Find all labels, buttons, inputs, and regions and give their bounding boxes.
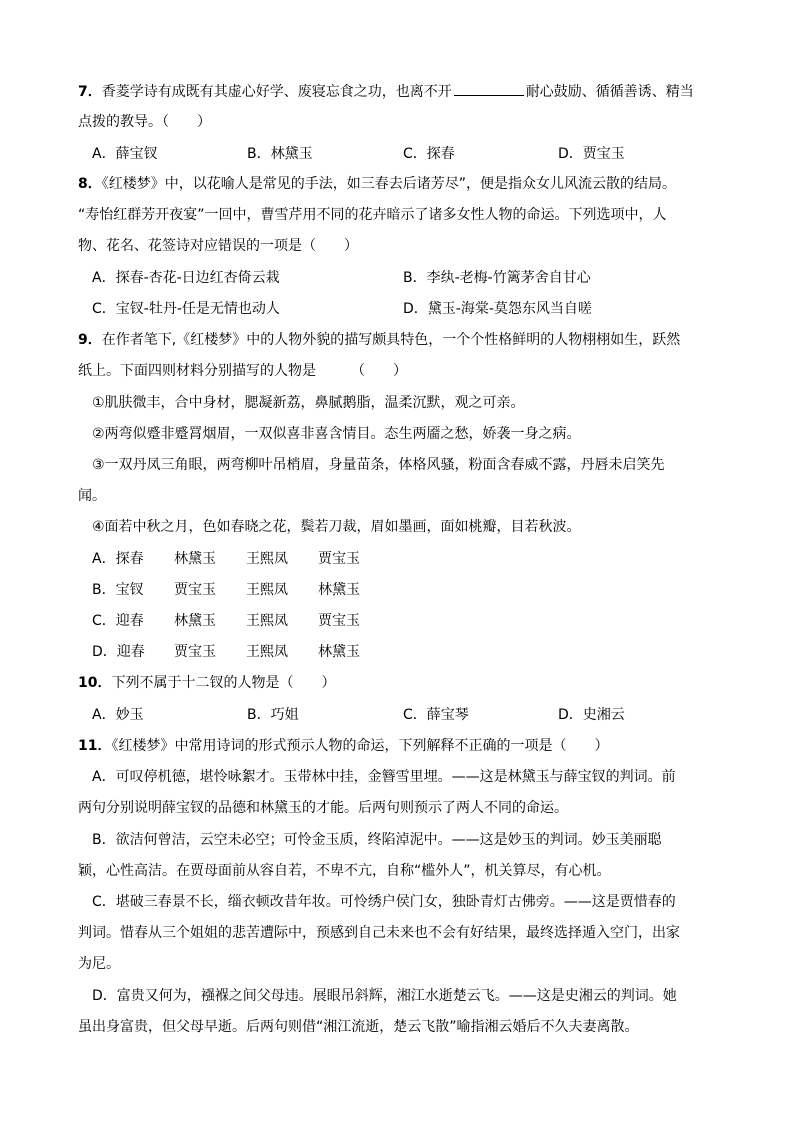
q9-option-c-4: 贾宝玉: [318, 613, 360, 629]
q7-line-1: [78, 81, 694, 101]
q11-option-c-line-2: 判词。惜春从三个姐姐的悲苦遭际中，预感到自己未来也不会有好结果，最终选择遁入空门，出家: [78, 925, 680, 941]
q9-option-b-3: 王熙凤: [246, 582, 288, 598]
q9-option-d-1: D．迎春: [92, 644, 145, 660]
q9-option-c-2: 林黛玉: [174, 613, 216, 629]
q7-option-a: A．薛宝钗: [92, 146, 158, 162]
q9-option-d: [92, 642, 390, 662]
q11-option-c-line-3: 为尼。: [78, 956, 120, 972]
q8-option-a: A．探春-杏花-日边红杏倚云栽: [92, 270, 280, 286]
q8-option-c: C．宝钗-牡丹-任是无情也动人: [92, 301, 280, 317]
q9-material-3-line-1: ③一双丹凤三角眼，两弯柳叶吊梢眉，身量苗条，体格风骚，粉面含春威不露，丹唇未启笑先: [92, 457, 665, 473]
q7-option-b: B．林黛玉: [247, 146, 313, 162]
q11-option-b-line-1: B．欲洁何曾洁，云空未必空；可怜金玉质，终陷淖泥中。——这是妙玉的判词。妙玉美丽聪: [92, 832, 662, 848]
q9-material-2: ②两弯似蹙非蹙罥烟眉，一双似喜非喜含情目。态生两靥之愁，娇袭一身之病。: [92, 426, 581, 442]
q9-option-b-1: B．宝钗: [92, 582, 144, 598]
q8-option-b: B．李纨-老梅-竹篱茅舍自甘心: [403, 270, 591, 286]
q8-option-d: D．黛玉-海棠-莫怨东风当自嗟: [403, 301, 592, 317]
q9-option-c-3: 王熙凤: [246, 613, 288, 629]
q9-line-1: [78, 330, 680, 350]
q9-line-2: 纸上。下面四则材料分别描写的人物是 （ ）: [78, 363, 407, 379]
q9-option-b-4: 林黛玉: [318, 582, 360, 598]
q9-option-a-4: 贾宝玉: [318, 551, 360, 567]
q11-option-a-line-2: 两句分别说明薛宝钗的品德和林黛玉的才能。后两句则预示了两人不同的命运。: [78, 800, 568, 816]
q11-option-d-line-1: D．富贵又何为，襁褓之间父母违。展眼吊斜辉，湘江水逝楚云飞。——这是史湘云的判词。她: [92, 988, 677, 1004]
q9-option-d-2: 贾宝玉: [174, 644, 216, 660]
q8-line-1: [78, 174, 676, 194]
q9-option-d-4: 林黛玉: [318, 644, 360, 660]
q9-option-a-1: A．探春: [92, 551, 144, 567]
q8-text-1: 《红楼梦》中，以花喻人是常见的手法，如三春去后诸芳尽”，便是指众女儿风流云散的结局。: [101, 176, 677, 192]
q11-option-b-line-2: 颖，心性高洁。在贾母面前从容自若，不卑不亢，自称“槛外人”，机关算尽，有心机。: [78, 863, 611, 879]
q11-text-1: 《红楼梦》中常用诗词的形式预示人物的命运，下列解释不正确的一项是（ ）: [111, 738, 609, 754]
q7-line-2: 点拨的教导。（ ）: [78, 114, 211, 130]
q10-option-d: D．史湘云: [558, 707, 625, 723]
q10-number: 10．: [78, 675, 112, 691]
q7-text-b: 耐心鼓励、循循善诱、精当: [525, 84, 694, 100]
q8-line-2: “寿怡红群芳开夜宴”一回中，曹雪芹用不同的花卉暗示了诸多女性人物的命运。下列选项中，人: [78, 207, 667, 223]
q11-option-a-line-1: A．可叹停机德，堪怜咏絮才。玉带林中挂，金簪雪里埋。——这是林黛玉与薛宝钗的判词。前: [92, 769, 676, 785]
q9-option-b: [92, 580, 390, 600]
q10-text-1: 下列不属于十二钗的人物是（ ）: [111, 675, 336, 691]
q11-line-1: [78, 736, 608, 756]
q7-number: 7．: [78, 84, 102, 100]
q7-option-c: C．探春: [403, 146, 455, 162]
q10-option-b: B．巧姐: [247, 707, 299, 723]
q9-option-a-3: 王熙凤: [246, 551, 288, 567]
q11-option-c-line-1: C．堪破三春景不长，缁衣顿改昔年妆。可怜绣户侯门女，独卧青灯古佛旁。——这是贾惜春的: [92, 894, 676, 910]
q11-option-d-line-2: 虽出身富贵，但父母早逝。后两句则借“湘江流逝，楚云飞散”喻指湘云婚后不久夫妻离散。: [78, 1019, 639, 1035]
q9-option-b-2: 贾宝玉: [174, 582, 216, 598]
q9-option-a-2: 林黛玉: [174, 551, 216, 567]
q10-line-1: [78, 673, 335, 693]
q7-blank: [454, 81, 524, 96]
q9-option-d-3: 王熙凤: [246, 644, 288, 660]
q9-material-4: ④面若中秋之月，色如春晓之花，鬓若刀裁，眉如墨画，面如桃瓣，目若秋波。: [92, 519, 581, 535]
q9-text-1: 在作者笔下,《红楼梦》中的人物外貌的描写颇具特色，一个个性格鲜明的人物栩栩如生，跃然: [101, 332, 681, 348]
q8-line-3: 物、花名、花签诗对应错误的一项是（ ）: [78, 238, 358, 254]
q7-option-d: D．贾宝玉: [558, 146, 625, 162]
q8-number: 8．: [78, 176, 102, 192]
q10-option-c: C．薛宝琴: [403, 707, 469, 723]
q9-option-c-1: C．迎春: [92, 613, 144, 629]
q10-option-a: A．妙玉: [92, 707, 144, 723]
q7-text-a: 香菱学诗有成既有其虚心好学、废寝忘食之功，也离不开: [101, 84, 452, 100]
q11-number: 11．: [78, 738, 112, 754]
q9-number: 9．: [78, 332, 102, 348]
q9-material-1: ①肌肤微丰，合中身材，腮凝新荔，鼻腻鹅脂，温柔沉默，观之可亲。: [92, 395, 525, 411]
q9-material-3-line-2: 闻。: [78, 488, 106, 504]
q9-option-a: [92, 549, 390, 569]
q9-option-c: [92, 611, 390, 631]
